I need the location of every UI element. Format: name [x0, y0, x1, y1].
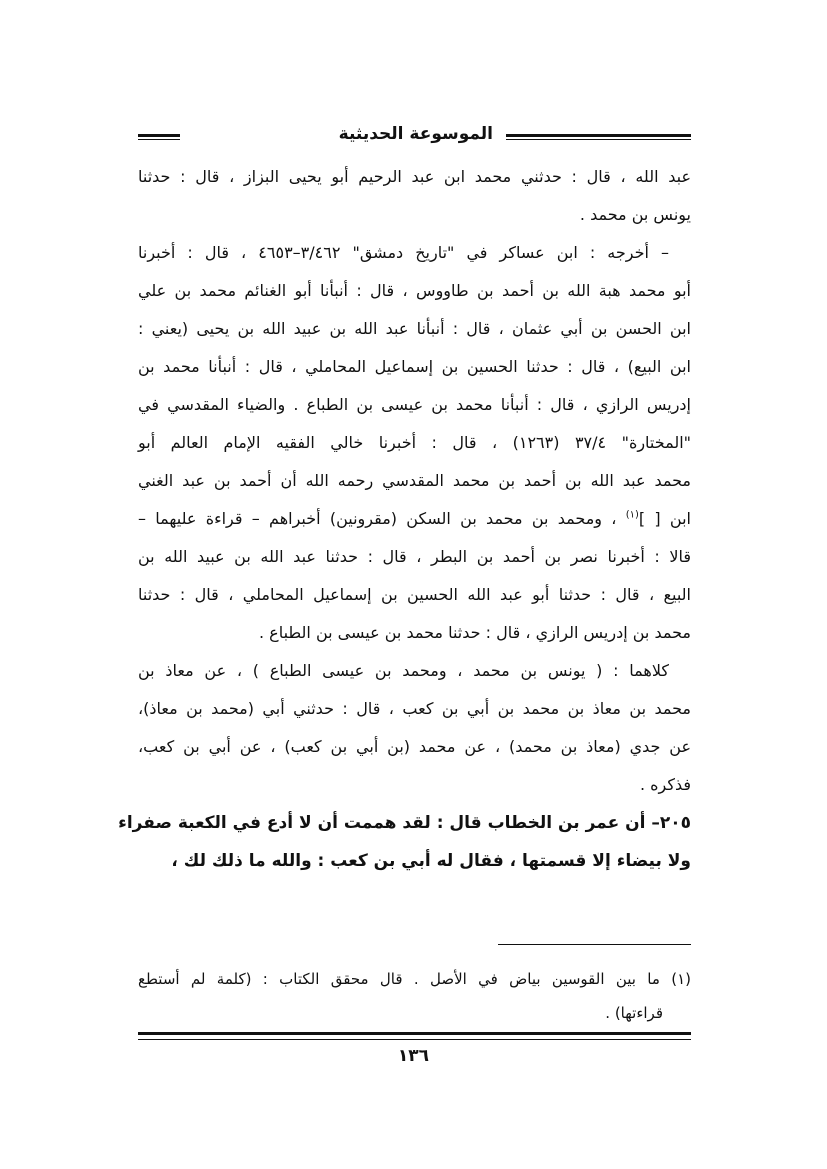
footnote-line: قراءتها) .	[605, 1004, 663, 1022]
body-line: ابن الحسن بن أبي عثمان ، قال : أنبأنا عبد الله بن عبيد الله بن يحيى (يعني :	[138, 319, 691, 338]
footnote-separator	[498, 944, 691, 945]
body-line: إدريس الرازي ، قال : أنبأنا محمد بن عيسى بن الطباع . والضياء المقدسي في	[138, 395, 691, 414]
body-line: عن جدي (معاذ بن محمد) ، عن محمد (بن أبي بن كعب) ، عن أبي بن كعب،	[138, 737, 691, 756]
body-line: يونس بن محمد .	[579, 205, 691, 224]
body-line: ابن البيع) ، قال : حدثنا الحسين بن إسماعيل المحاملي ، قال : أنبأنا محمد بن	[138, 357, 691, 376]
body-line: محمد بن إدريس الرازي ، قال : حدثنا محمد بن عيسى بن الطباع .	[258, 623, 691, 642]
body-line: – أخرجه : ابن عساكر في "تاريخ دمشق" ٣/٤٦٢–٤٦٥٣ ، قال : أخبرنا	[138, 243, 670, 262]
body-line: محمد عبد الله بن أحمد بن محمد المقدسي رحمه الله أن أحمد بن عبد الغني	[138, 471, 691, 490]
body-line: محمد بن معاذ بن محمد بن أبي بن كعب ، قال : حدثني أبي (محمد بن معاذ)،	[138, 699, 691, 718]
body-line: "المختارة" ٣٧/٤ (١٢٦٣) ، قال : أخبرنا خالي الفقيه الإمام العالم أبو	[138, 433, 692, 452]
body-line: البيع ، قال : حدثنا أبو عبد الله الحسين بن إسماعيل المحاملي ، قال : حدثنا	[138, 585, 691, 604]
footnote-marker: (١)	[625, 509, 639, 521]
page-number: ١٣٦	[397, 1046, 430, 1066]
footer-rule	[138, 1032, 691, 1040]
footnote-line: (١) ما بين القوسين بياض في الأصل . قال محقق الكتاب : (كلمة لم أستطع	[138, 970, 691, 988]
body-line: كلاهما : ( يونس بن محمد ، ومحمد بن عيسى الطباع ) ، عن معاذ بن	[138, 661, 669, 680]
hadith-heading-line: ولا بيضاء إلا قسمتها ، فقال له أبي بن كعب : والله ما ذلك لك ،	[171, 851, 691, 871]
body-line: قالا : أخبرنا نصر بن أحمد بن البطر ، قال : حدثنا عبد الله بن عبيد الله بن	[138, 547, 691, 566]
hadith-heading-line: ٢٠٥– أن عمر بن الخطاب قال : لقد هممت أن لا أدع في الكعبة صفراء	[118, 813, 691, 833]
body-line: عبد الله ، قال : حدثني محمد ابن عبد الرحيم أبو يحيى البزاز ، قال : حدثنا	[138, 167, 691, 186]
body-line: أبو محمد هبة الله بن أحمد بن طاووس ، قال : أنبأنا أبو الغنائم محمد بن علي	[138, 281, 691, 300]
running-header	[138, 124, 691, 150]
header-rule-left	[138, 134, 180, 140]
body-line-footnote-ref	[138, 500, 691, 538]
footnote	[138, 962, 691, 1030]
body-text	[118, 158, 692, 880]
bracket-gap: ابن [ ]	[638, 509, 691, 528]
header-title: الموسوعة الحديثية	[338, 124, 493, 144]
body-line-rest: ، ومحمد بن محمد بن السكن (مقرونين) أخبراهم – قراءة عليهما –	[138, 509, 617, 528]
header-rule-right	[506, 134, 691, 140]
body-line: فذكره .	[639, 775, 691, 794]
